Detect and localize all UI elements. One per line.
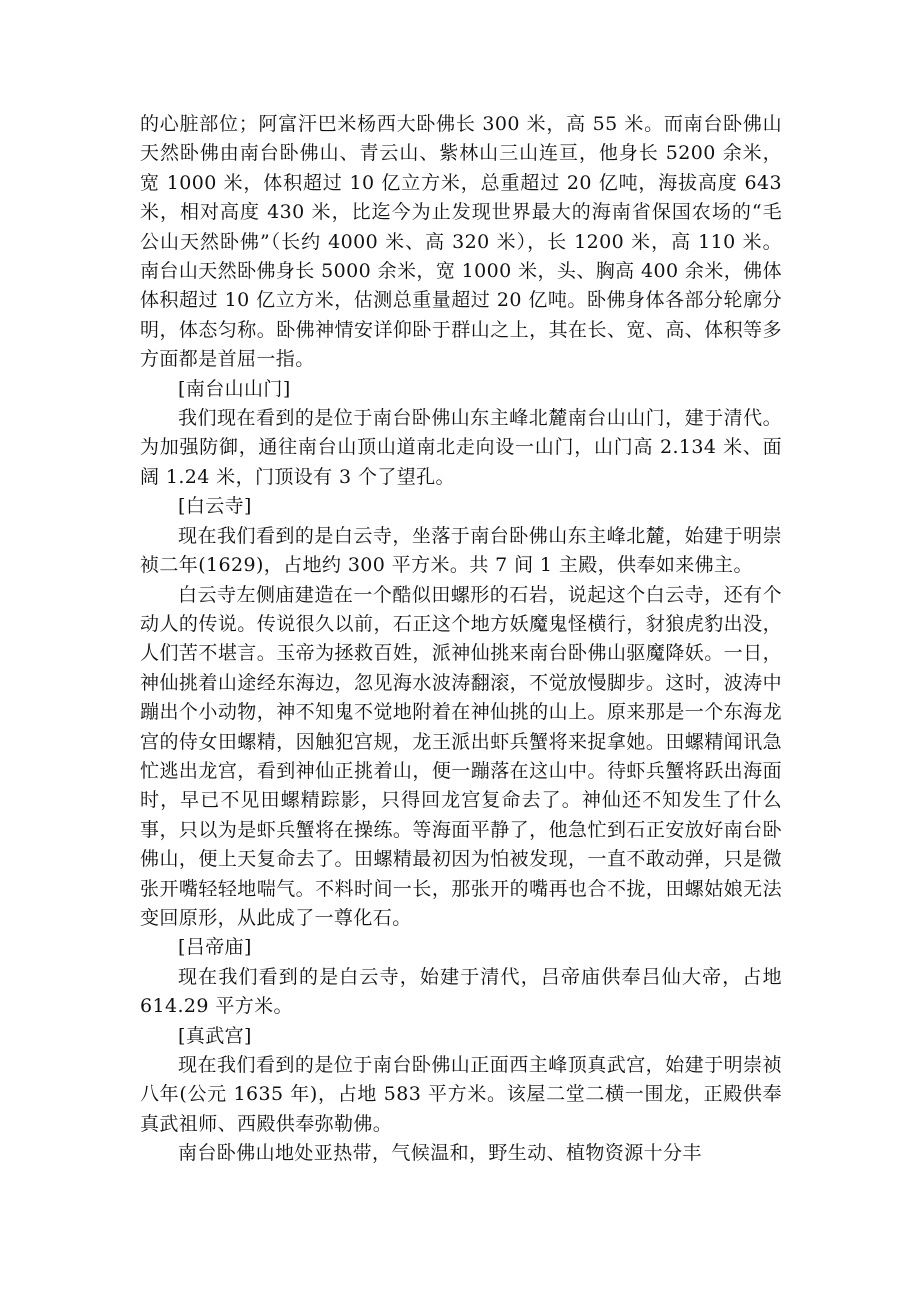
paragraph-shanmen: 我们现在看到的是位于南台卧佛山东主峰北麓南台山山门，建于清代。为加强防御，通往南台山顶山道南北走向设一山门，山门高 2.134 米、面阔 1.24 米，门顶设有 3 个了望孔。 [140, 407, 782, 488]
paragraph-baiyunsi-intro: 现在我们看到的是白云寺，坐落于南台卧佛山东主峰北麓，始建于明崇祯二年(1629)，占地约 300 平方米。共 7 间 1 主殿，供奉如来佛主。 [140, 524, 782, 577]
section-heading-baiyunsi: [白云寺] [178, 495, 252, 518]
section-heading-shanmen: [南台山山门] [178, 377, 291, 400]
paragraph-continued: 的心脏部位；阿富汗巴米杨西大卧佛长 300 米，高 55 米。而南台卧佛山天然卧佛由南台卧佛山、青云山、紫林山三山连亘，他身长 5200 余米，宽 1000 米，体积超过 10 亿立方米，总重超过 20 亿吨，海拔高度 643 米，相对高度 430 米，比迄今为止发现世界最大的海南省保国农场的“毛公山天然卧佛”（长约 4000 米、高 320 米），长 1200 米，高 110 米。南台山天然卧佛身长 5000 余米，宽 1000 米，头、胸高 400 余米，佛体体积超过 10 亿立方米，估测总重量超过 20 亿吨。卧佛身体各部分轮廓分明，体态匀称。卧佛神情安详仰卧于群山之上，其在长、宽、高、体积等多方面都是首屈一指。 [140, 113, 782, 371]
paragraph-baiyunsi-legend: 白云寺左侧庙建造在一个酷似田螺形的石岩，说起这个白云寺，还有个动人的传说。传说很久以前，石正这个地方妖魔鬼怪横行，豺狼虎豹出没，人们苦不堪言。玉帝为拯救百姓，派神仙挑来南台卧佛山驱魔降妖。一日，神仙挑着山途经东海边，忽见海水波涛翻滚，不觉放慢脚步。这时，波涛中蹦出个小动物，神不知鬼不觉地附着在神仙挑的山上。原来那是一个东海龙宫的侍女田螺精，因触犯宫规，龙王派出虾兵蟹将来捉拿她。田螺精闻讯急忙逃出龙宫，看到神仙正挑着山，便一蹦落在这山中。待虾兵蟹将跃出海面时，早已不见田螺精踪影，只得回龙宫复命去了。神仙还不知发生了什么事，只以为是虾兵蟹将在操练。等海面平静了，他急忙到石正安放好南台卧佛山，便上天复命去了。田螺精最初因为怕被发现，一直不敢动弹，只是微张开嘴轻轻地喘气。不料时间一长，那张开的嘴再也合不拢，田螺姑娘无法变回原形，从此成了一尊化石。 [140, 583, 782, 929]
paragraph-zhenwugong: 现在我们看到的是位于南台卧佛山正面西主峰顶真武宫，始建于明崇祯八年(公元 1635 年)，占地 583 平方米。该屋二堂二横一围龙，正殿供奉真武祖师、西殿供奉弥勒佛。 [140, 1054, 782, 1135]
paragraph-climate: 南台卧佛山地处亚热带，气候温和，野生动、植物资源十分丰 [178, 1142, 702, 1165]
section-heading-lvdimiao: [吕帝庙] [178, 936, 252, 959]
document-body [140, 110, 782, 1169]
paragraph-lvdimiao: 现在我们看到的是白云寺，始建于清代，吕帝庙供奉吕仙大帝，占地 614.29 平方米。 [140, 965, 782, 1018]
section-heading-zhenwugong: [真武宫] [178, 1024, 252, 1047]
